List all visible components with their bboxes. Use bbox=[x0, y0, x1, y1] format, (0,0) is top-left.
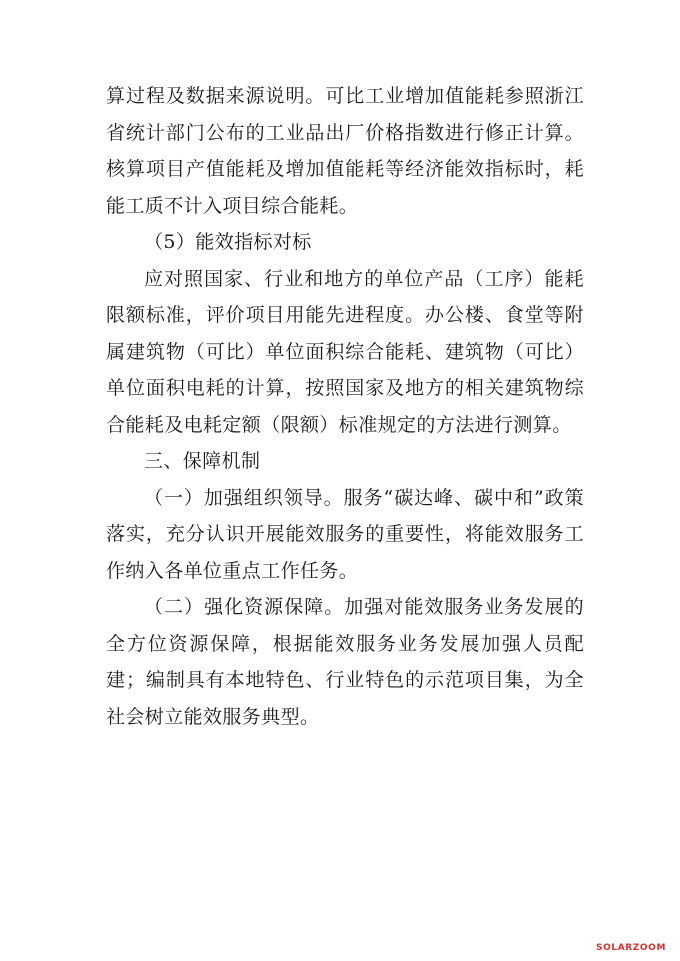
watermark-logo: SOLARZOOM bbox=[596, 943, 666, 953]
paragraph-benchmark-standards: 应对照国家、行业和地方的单位产品（工序）能耗限额标准，评价项目用能先进程度。办公楼、食堂等附属建筑物（可比）单位面积综合能耗、建筑物（可比）单位面积电耗的计算，按照国家及地方的相关建筑物综合能耗及电耗定额（限额）标准规定的方法进行测算。 bbox=[106, 267, 584, 436]
section-heading-safeguards: 三、保障机制 bbox=[144, 450, 261, 472]
document-body bbox=[106, 78, 584, 735]
paragraph-organizational-leadership: （一）加强组织领导。服务“碳达峰、碳中和”政策落实，充分认识开展能效服务的重要性，将能效服务工作纳入各单位重点工作任务。 bbox=[106, 486, 584, 582]
paragraph-resource-support: （二）强化资源保障。加强对能效服务业务发展的全方位资源保障，根据能效服务业务发展加强人员配建；编制具有本地特色、行业特色的示范项目集，为全社会树立能效服务典型。 bbox=[106, 596, 584, 728]
section-heading-efficiency-benchmark: （5）能效指标对标 bbox=[144, 231, 312, 253]
paragraph-continuation: 算过程及数据来源说明。可比工业增加值能耗参照浙江省统计部门公布的工业品出厂价格指数进行修正计算。核算项目产值能耗及增加值能耗等经济能效指标时，耗能工质不计入项目综合能耗。 bbox=[106, 85, 584, 217]
